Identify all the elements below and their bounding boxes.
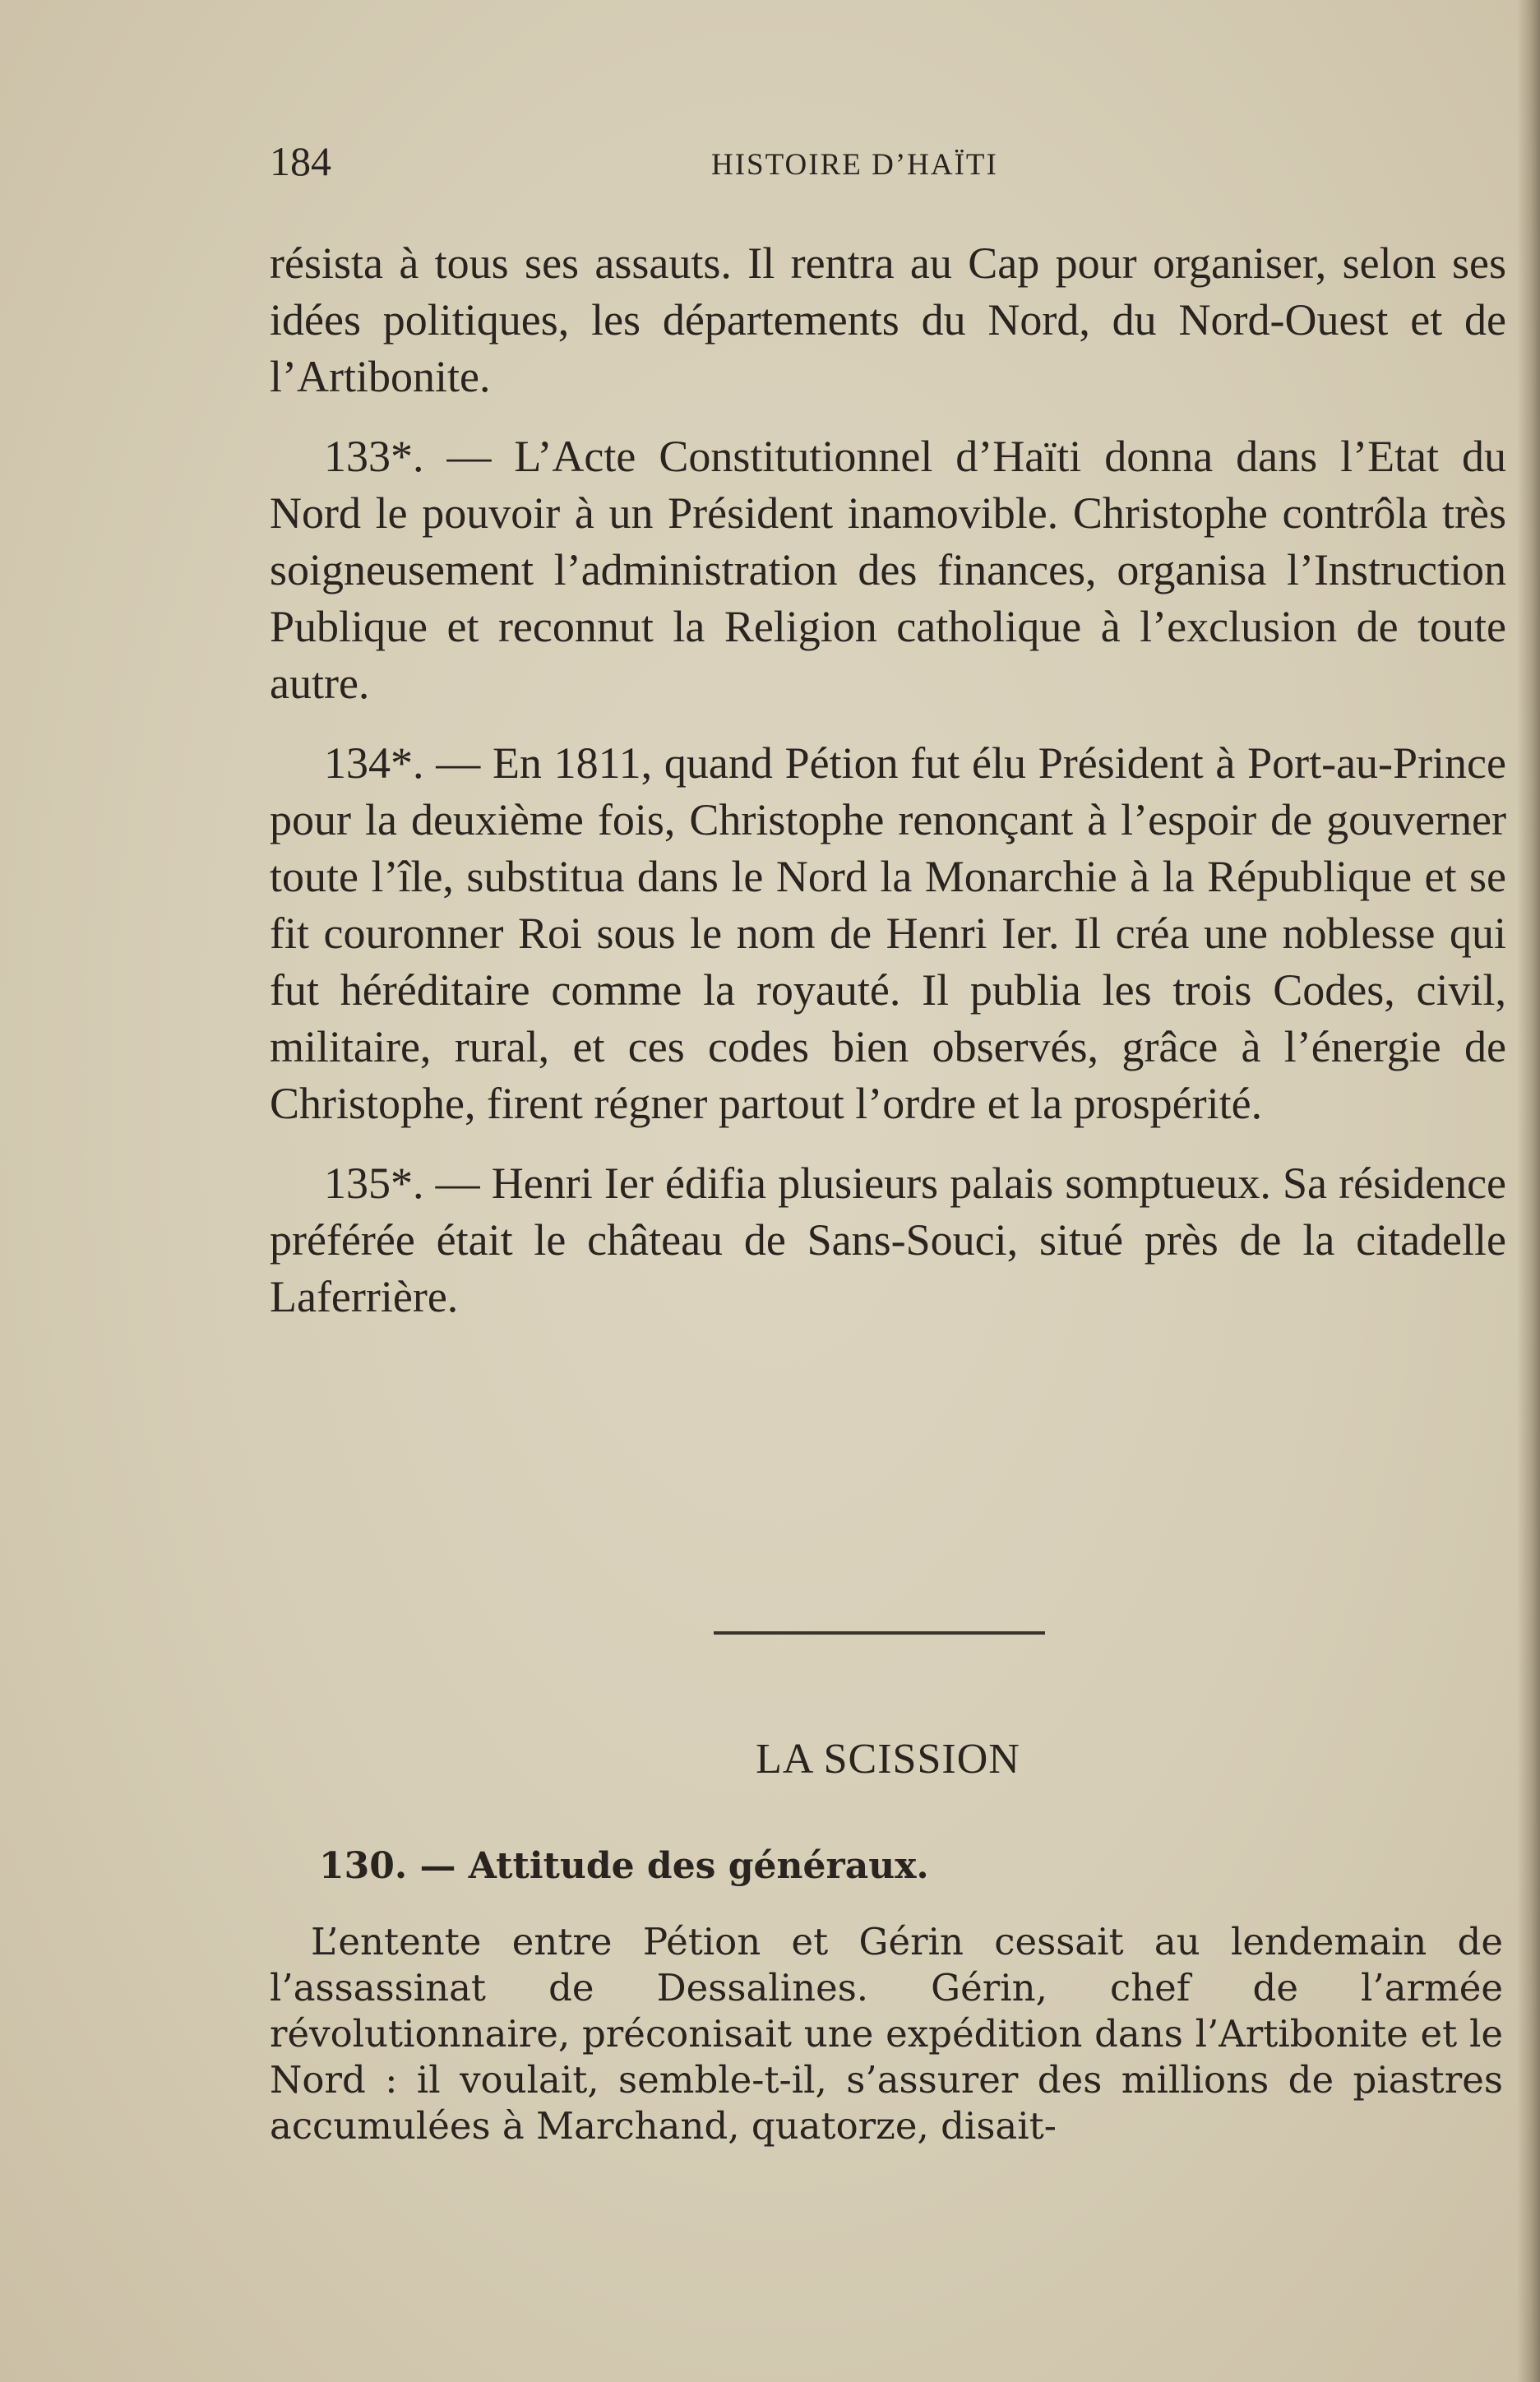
page-edge-shadow	[1517, 0, 1540, 2382]
main-text	[270, 235, 1506, 1325]
section-text	[270, 1919, 1503, 2149]
subsection-title: 130. — Attitude des généraux.	[319, 1845, 929, 1887]
paragraph-130: L’entente entre Pétion et Gérin cessait au lendemain de l’assassinat de Dessalines. Gérin, chef de l’armée révolutionnaire, préconisait une expédition dans l’Artibonite et le Nord : il voulait, semble-t-il, s’assurer des millions de piastres accumulées à Marchand, quatorze, disait-	[270, 1920, 1503, 2148]
section-divider	[714, 1631, 1045, 1635]
page-header	[270, 136, 1503, 194]
paragraph-133: 133*. — L’Acte Constitutionnel d’Haïti donna dans l’Etat du Nord le pouvoir à un Président inamovible. Christophe contrôla très soigneusement l’administration des finances, organisa l’Instruction Publique et reconnut la Religion catholique à l’exclusion de toute autre.	[270, 432, 1506, 708]
paragraph-continuation: résista à tous ses assauts. Il rentra au Cap pour organiser, selon ses idées politiques, les départements du Nord, du Nord-Ouest et de l’Artibonite.	[270, 238, 1506, 401]
paragraph-134: 134*. — En 1811, quand Pétion fut élu Président à Port-au-Prince pour la deuxième fois, Christophe renonçant à l’espoir de gouverner toute l’île, substitua dans le Nord la Monarchie à la République et se fit couronner Roi sous le nom de Henri Ier. Il créa une noblesse qui fut héréditaire comme la royauté. Il publia les trois Codes, civil, militaire, rural, et ces codes bien observés, grâce à l’énergie de Christophe, firent régner partout l’ordre et la prospérité.	[270, 738, 1506, 1128]
paragraph-135: 135*. — Henri Ier édifia plusieurs palais somptueux. Sa résidence préférée était le château de Sans-Souci, situé près de la citadelle Laferrière.	[270, 1159, 1506, 1321]
section-title: LA SCISSION	[756, 1736, 1020, 1783]
page-number: 184	[270, 138, 331, 184]
running-title: HISTOIRE D’HAÏTI	[711, 148, 998, 182]
